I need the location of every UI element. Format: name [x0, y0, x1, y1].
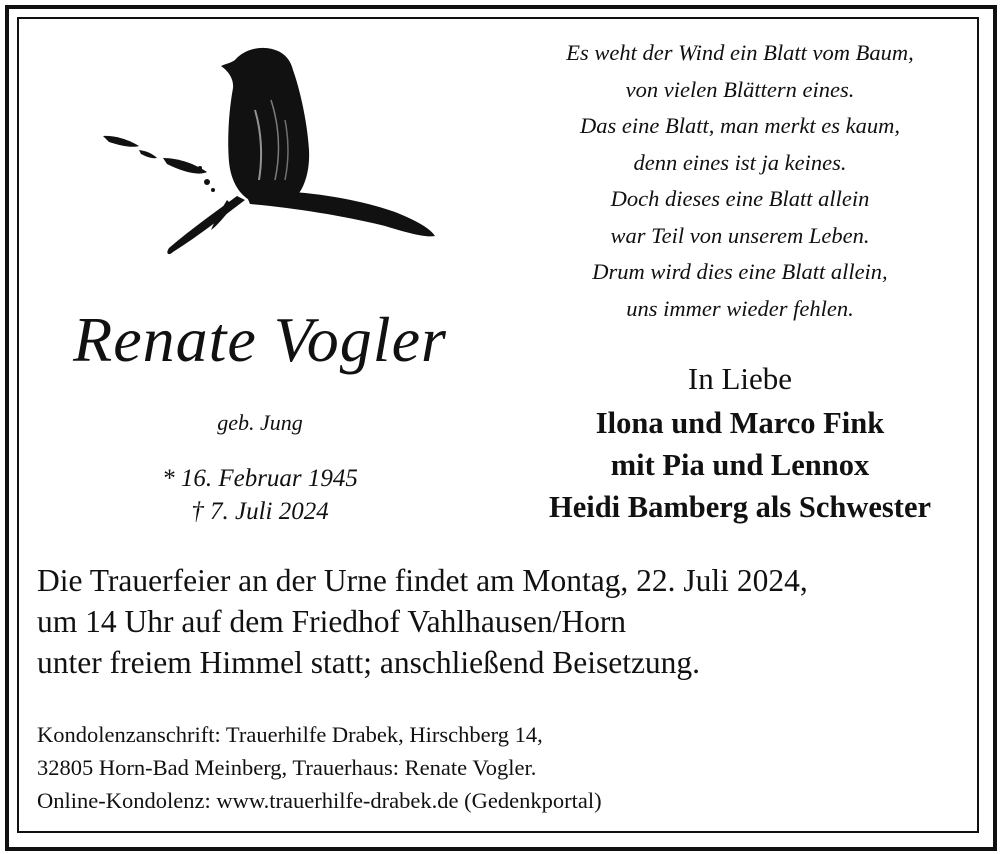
birth-date: * 16. Februar 1945 — [162, 465, 358, 492]
deceased-name: Renate Vogler — [73, 304, 447, 375]
poem-line: uns immer wieder fehlen. — [626, 295, 854, 321]
life-dates — [60, 462, 460, 528]
poem — [515, 35, 965, 327]
mourner-name: mit Pia und Lennox — [610, 448, 870, 482]
bird-on-branch-icon — [95, 40, 440, 265]
poem-line: Das eine Blatt, man merkt es kaum, — [580, 113, 900, 138]
mourner-name: Ilona und Marco Fink — [595, 406, 885, 440]
condolence-line: Kondolenzanschrift: Trauerhilfe Drabek, Hirschberg 14, — [37, 722, 543, 747]
ceremony-line: unter freiem Himmel statt; anschließend Beisetzung. — [37, 645, 701, 680]
poem-line: war Teil von unserem Leben. — [610, 222, 870, 248]
condolence-link[interactable]: Online-Kondolenz: www.trauerhilfe-drabek.de (Gedenkportal) — [37, 788, 602, 813]
ceremony-notice — [37, 560, 977, 683]
condolence-info — [37, 718, 977, 817]
ceremony-line: Die Trauerfeier an der Urne findet am Montag, 22. Juli 2024, — [37, 563, 808, 598]
poem-line: von vielen Blättern eines. — [625, 76, 855, 102]
poem-line: denn eines ist ja keines. — [633, 149, 847, 175]
birth-name: geb. Jung — [217, 410, 303, 435]
condolence-line: 32805 Horn-Bad Meinberg, Trauerhaus: Renate Vogler. — [37, 755, 537, 780]
death-date: † 7. Juli 2024 — [191, 498, 329, 525]
poem-line: Es weht der Wind ein Blatt vom Baum, — [566, 40, 914, 65]
poem-line: Drum wird dies eine Blatt allein, — [592, 259, 888, 284]
mourner-name: Heidi Bamberg als Schwester — [548, 490, 932, 524]
mourners-names — [505, 402, 975, 528]
mourners-intro: In Liebe — [687, 361, 793, 396]
poem-line: Doch dieses eine Blatt allein — [610, 186, 870, 211]
ceremony-line: um 14 Uhr auf dem Friedhof Vahlhausen/Horn — [37, 604, 627, 639]
